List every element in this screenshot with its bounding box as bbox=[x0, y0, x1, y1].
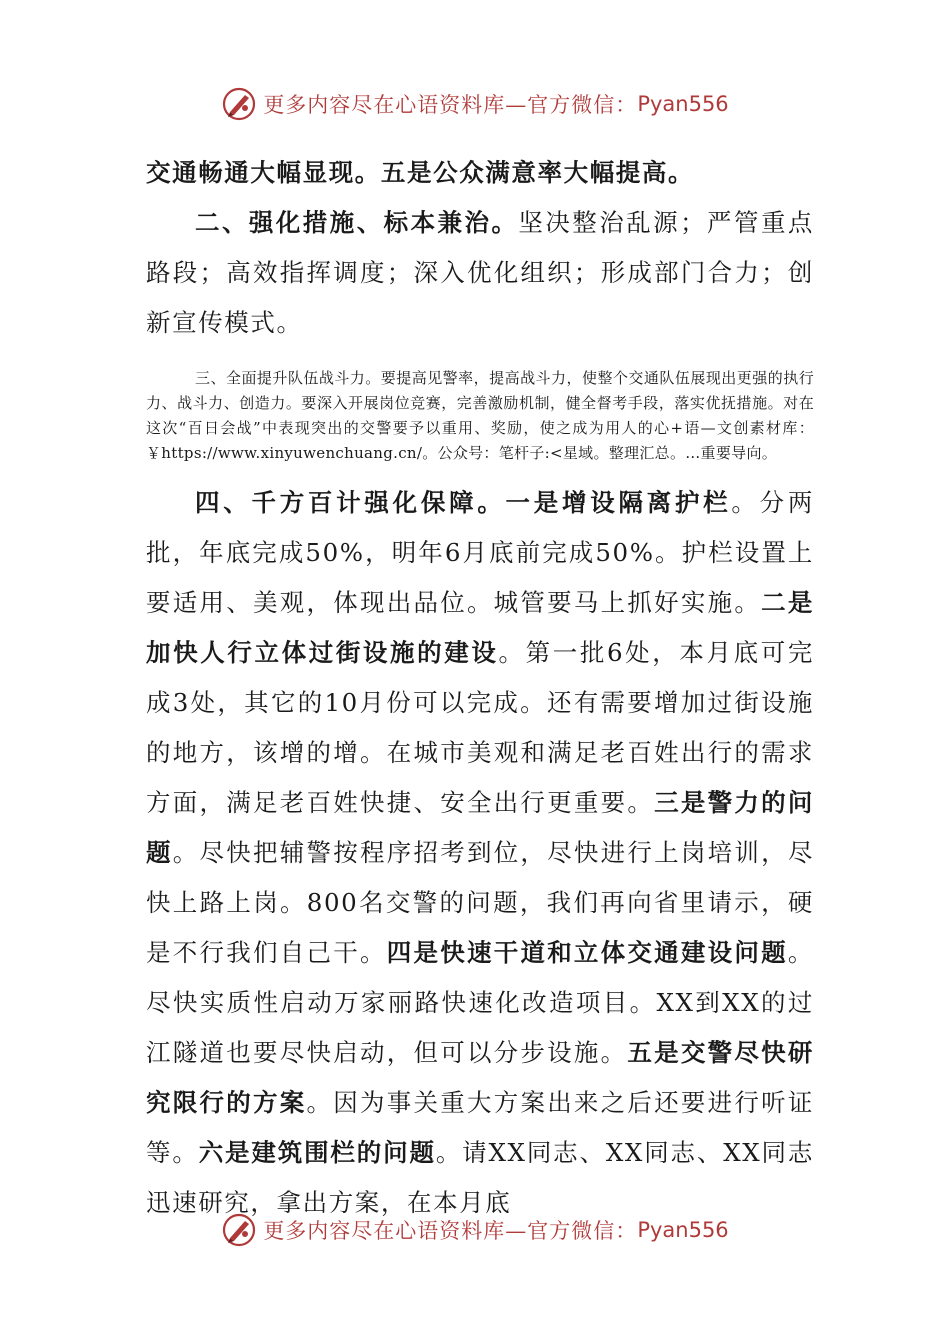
para1-bold: 交通畅通大幅显现。五是公众满意率大幅提高。 bbox=[146, 158, 695, 187]
para4-bold-3: 三是警力的问题 bbox=[146, 788, 814, 867]
banner-text: 更多内容尽在心语资料库—官方微信： bbox=[263, 1219, 638, 1243]
para4-text-6: 。请XX同志、XX同志、XX同志迅速研究，拿出方案，在本月底 bbox=[146, 1138, 814, 1217]
banner-wechat-id: Pyan556 bbox=[637, 1218, 729, 1242]
para2-text: 坚决整治乱源；严管重点路段；高效指挥调度；深入优化组织；形成部门合力；创新宣传模式。 bbox=[146, 208, 814, 337]
para4-bold-6: 六是建筑围栏的问题 bbox=[198, 1138, 436, 1167]
pen-logo-icon bbox=[221, 86, 257, 122]
para4-heading: 四、千方百计强化保障。一是增设隔离护栏 bbox=[195, 488, 732, 517]
para4-text-3: 。尽快把辅警按程序招考到位，尽快进行上岗培训，尽快上路上岗。800名交警的问题，我们再向省里请示，硬是不行我们自己干。 bbox=[146, 838, 814, 967]
paragraph-2 bbox=[146, 198, 814, 348]
para4-text-5: 。因为事关重大方案出来之后还要进行听证等。 bbox=[146, 1088, 814, 1167]
paragraph-1 bbox=[146, 148, 814, 198]
para4-bold-5: 五是交警尽快研究限行的方案 bbox=[146, 1038, 814, 1117]
paragraph-4 bbox=[146, 478, 814, 1228]
header-banner bbox=[0, 84, 950, 124]
para4-text-4: 。尽快实质性启动万家丽路快速化改造项目。XX到XX的过江隧道也要尽快启动，但可以分步设施。 bbox=[146, 938, 815, 1067]
para4-text-1: 。分两批，年底完成50%，明年6月底前完成50%。护栏设置上要适用、美观，体现出品位。城管要马上抓好实施。 bbox=[146, 488, 814, 617]
para4-bold-4: 四是快速干道和立体交通建设问题 bbox=[386, 938, 788, 967]
para2-heading: 二、强化措施、标本兼治。 bbox=[195, 208, 519, 237]
paragraph-3: 三、全面提升队伍战斗力。要提高见警率，提高战斗力，使整个交通队伍展现出更强的执行力、战斗力、创造力。要深入开展岗位竞赛，完善激励机制，健全督考手段，落实优抚措施。对在这次“百日会战”中表现突出的交警要予以重用、奖励，使之成为用人的心+语—文创素材库：￥https://www.xinyuwenchuang.cn/。公众号：笔杆子:<星域。整理汇总。…重要导向。 bbox=[146, 369, 814, 462]
banner-wechat-id: Pyan556 bbox=[637, 92, 729, 116]
footer-banner bbox=[0, 1210, 950, 1250]
pen-logo-icon bbox=[221, 1212, 257, 1248]
document-body bbox=[146, 148, 814, 1228]
para4-bold-2: 二是加快人行立体过街设施的建设 bbox=[146, 588, 814, 667]
para4-text-2: 。第一批6处，本月底可完成3处，其它的10月份可以完成。还有需要增加过街设施的地方，该增的增。在城市美观和满足老百姓出行的需求方面，满足老百姓快捷、安全出行更重要。 bbox=[146, 638, 814, 817]
banner-text: 更多内容尽在心语资料库—官方微信： bbox=[263, 93, 638, 117]
